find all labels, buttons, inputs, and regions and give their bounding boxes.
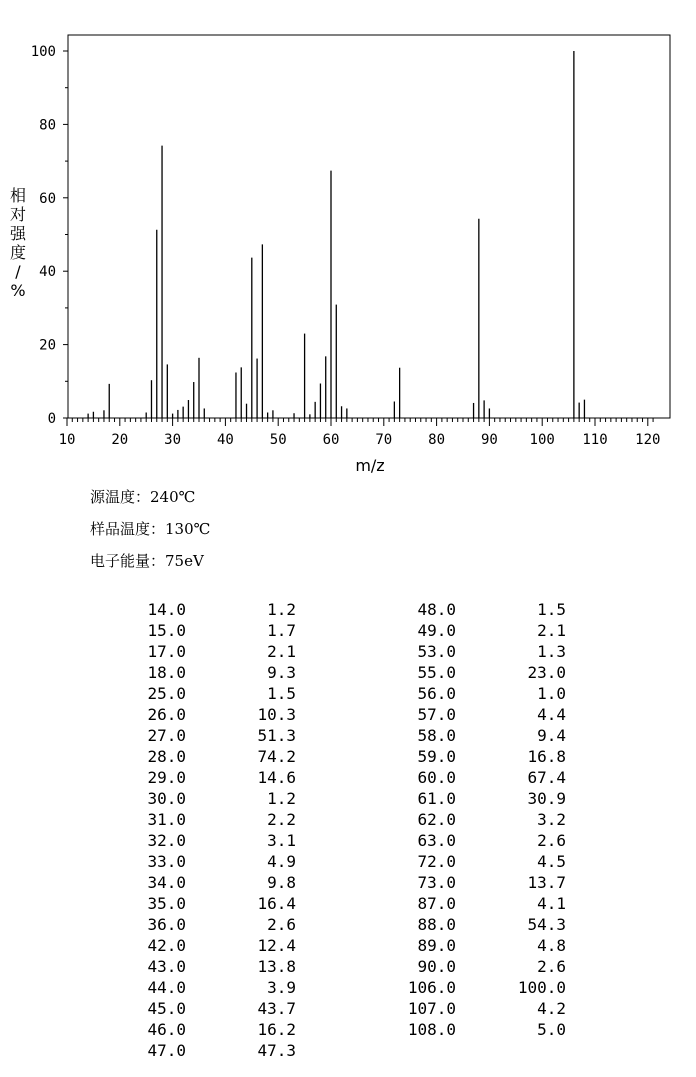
relative-intensity-value: 12.4 [257,936,296,955]
mz-value: 26.0 [147,705,186,724]
mz-value: 61.0 [417,789,456,808]
relative-intensity-value: 43.7 [257,999,296,1018]
mz-value: 72.0 [417,852,456,871]
relative-intensity-value: 16.8 [527,747,566,766]
relative-intensity-value: 9.8 [267,873,296,892]
table-row [300,851,580,872]
y-axis-title-char: 相 [9,186,26,205]
condition-label: 源温度： [90,488,151,506]
table-row [0,788,300,809]
mz-value: 45.0 [147,999,186,1018]
table-row [300,620,580,641]
relative-intensity-value: 2.6 [267,915,296,934]
relative-intensity-value: 10.3 [257,705,296,724]
relative-intensity-value: 4.9 [267,852,296,871]
relative-intensity-value: 4.5 [537,852,566,871]
table-row [0,599,300,620]
table-row [300,893,580,914]
relative-intensity-value: 16.2 [257,1020,296,1039]
relative-intensity-value: 67.4 [527,768,566,787]
x-tick-label: 30 [164,432,182,448]
table-row [300,746,580,767]
mz-value: 73.0 [417,873,456,892]
mz-value: 27.0 [147,726,186,745]
relative-intensity-value: 3.1 [267,831,296,850]
table-row [0,725,300,746]
table-row [300,830,580,851]
condition-value: 130℃ [165,520,211,538]
table-row [0,662,300,683]
x-tick-label: 50 [269,432,287,448]
x-tick-label: 110 [582,432,608,448]
table-row [0,956,300,977]
condition-label: 电子能量： [90,552,166,570]
table-row [0,893,300,914]
electron-energy [90,550,210,582]
source-temperature [90,486,210,518]
relative-intensity-value: 2.1 [267,642,296,661]
relative-intensity-value: 16.4 [257,894,296,913]
x-tick-label: 70 [375,432,393,448]
relative-intensity-value: 100.0 [517,978,566,997]
mz-value: 18.0 [147,663,186,682]
relative-intensity-value: 4.1 [537,894,566,913]
mz-value: 46.0 [147,1020,186,1039]
y-tick-label: 0 [47,411,56,427]
relative-intensity-value: 1.7 [267,621,296,640]
mz-value: 90.0 [417,957,456,976]
x-tick-label: 60 [322,432,340,448]
mz-value: 33.0 [147,852,186,871]
table-row [300,998,580,1019]
peak-bars [88,51,584,418]
x-tick-label: 40 [216,432,234,448]
relative-intensity-value: 4.2 [537,999,566,1018]
table-row [0,620,300,641]
x-tick-label: 120 [635,432,661,448]
table-row [0,872,300,893]
y-tick-label: 80 [39,117,56,134]
relative-intensity-value: 14.6 [257,768,296,787]
table-row [300,662,580,683]
table-row [0,1040,300,1061]
mz-value: 63.0 [417,831,456,850]
relative-intensity-value: 4.4 [537,705,566,724]
x-axis [59,418,661,448]
mz-value: 42.0 [147,936,186,955]
table-row [300,935,580,956]
mz-value: 48.0 [417,600,456,619]
relative-intensity-value: 23.0 [527,663,566,682]
relative-intensity-value: 1.5 [537,600,566,619]
table-row [0,830,300,851]
relative-intensity-value: 47.3 [257,1041,296,1060]
relative-intensity-value: 2.6 [537,831,566,850]
table-row [0,746,300,767]
relative-intensity-value: 9.4 [537,726,566,745]
table-row [300,809,580,830]
x-tick-label: 20 [111,432,129,448]
mz-value: 57.0 [417,705,456,724]
x-axis-title: m/z [355,456,385,475]
instrument-conditions [90,486,210,582]
y-tick-label: 20 [39,337,56,354]
relative-intensity-value: 54.3 [527,915,566,934]
x-tick-label: 100 [529,432,555,448]
y-axis-title-char: 度 [9,243,26,262]
peak-table-left [0,599,300,1061]
relative-intensity-value: 1.5 [267,684,296,703]
y-axis-title-char: 强 [9,224,26,243]
mz-value: 15.0 [147,621,186,640]
table-row [300,725,580,746]
mz-value: 30.0 [147,789,186,808]
relative-intensity-value: 3.2 [537,810,566,829]
relative-intensity-value: 2.6 [537,957,566,976]
table-row [0,977,300,998]
mz-value: 58.0 [417,726,456,745]
condition-label: 样品温度： [90,520,166,538]
relative-intensity-value: 30.9 [527,789,566,808]
table-row [300,599,580,620]
y-axis [31,44,68,427]
mz-value: 56.0 [417,684,456,703]
mz-value: 88.0 [417,915,456,934]
peak-table-right [300,599,580,1040]
relative-intensity-value: 51.3 [257,726,296,745]
mz-value: 89.0 [417,936,456,955]
relative-intensity-value: 13.8 [257,957,296,976]
sample-temperature [90,518,210,550]
table-row [0,704,300,725]
mz-value: 47.0 [147,1041,186,1060]
table-row [0,935,300,956]
x-tick-label: 90 [480,432,498,448]
mz-value: 53.0 [417,642,456,661]
plot-frame [68,35,670,418]
table-row [300,767,580,788]
relative-intensity-value: 1.0 [537,684,566,703]
table-row [0,683,300,704]
table-row [300,977,580,998]
table-row [0,809,300,830]
relative-intensity-value: 5.0 [537,1020,566,1039]
y-axis-title [8,186,28,300]
mz-value: 28.0 [147,747,186,766]
mz-value: 25.0 [147,684,186,703]
x-tick-label: 10 [58,432,76,448]
mz-value: 49.0 [417,621,456,640]
mz-value: 29.0 [147,768,186,787]
table-row [300,914,580,935]
relative-intensity-value: 4.8 [537,936,566,955]
y-tick-label: 60 [39,190,56,207]
table-row [300,704,580,725]
table-row [300,788,580,809]
mz-value: 31.0 [147,810,186,829]
mz-value: 59.0 [417,747,456,766]
table-row [0,998,300,1019]
table-row [300,683,580,704]
mz-value: 34.0 [147,873,186,892]
mz-value: 32.0 [147,831,186,850]
relative-intensity-value: 1.2 [267,600,296,619]
table-row [300,641,580,662]
table-row [0,914,300,935]
relative-intensity-value: 74.2 [257,747,296,766]
mz-value: 35.0 [147,894,186,913]
relative-intensity-value: 9.3 [267,663,296,682]
condition-value: 240℃ [150,488,196,506]
mz-value: 17.0 [147,642,186,661]
table-row [0,641,300,662]
mz-value: 107.0 [407,999,456,1018]
y-tick-label: 40 [39,264,56,281]
table-row [0,851,300,872]
table-row [0,1019,300,1040]
y-tick-label: 100 [30,44,56,60]
table-row [300,872,580,893]
mz-value: 62.0 [417,810,456,829]
mz-value: 60.0 [417,768,456,787]
relative-intensity-value: 2.1 [537,621,566,640]
mz-value: 14.0 [147,600,186,619]
relative-intensity-value: 2.2 [267,810,296,829]
mz-value: 87.0 [417,894,456,913]
y-axis-title-char: % [10,281,26,300]
relative-intensity-value: 1.3 [537,642,566,661]
mz-value: 106.0 [407,978,456,997]
x-tick-label: 80 [428,432,446,448]
condition-value: 75eV [165,552,204,570]
mass-spectrum-chart [0,0,696,480]
table-row [0,767,300,788]
relative-intensity-value: 3.9 [267,978,296,997]
mz-value: 108.0 [407,1020,456,1039]
mz-value: 36.0 [147,915,186,934]
table-row [300,1019,580,1040]
table-row [300,956,580,977]
mz-value: 44.0 [147,978,186,997]
y-axis-title-char: / [15,262,21,281]
relative-intensity-value: 13.7 [527,873,566,892]
mz-value: 43.0 [147,957,186,976]
relative-intensity-value: 1.2 [267,789,296,808]
y-axis-title-char: 对 [9,205,26,224]
mz-value: 55.0 [417,663,456,682]
